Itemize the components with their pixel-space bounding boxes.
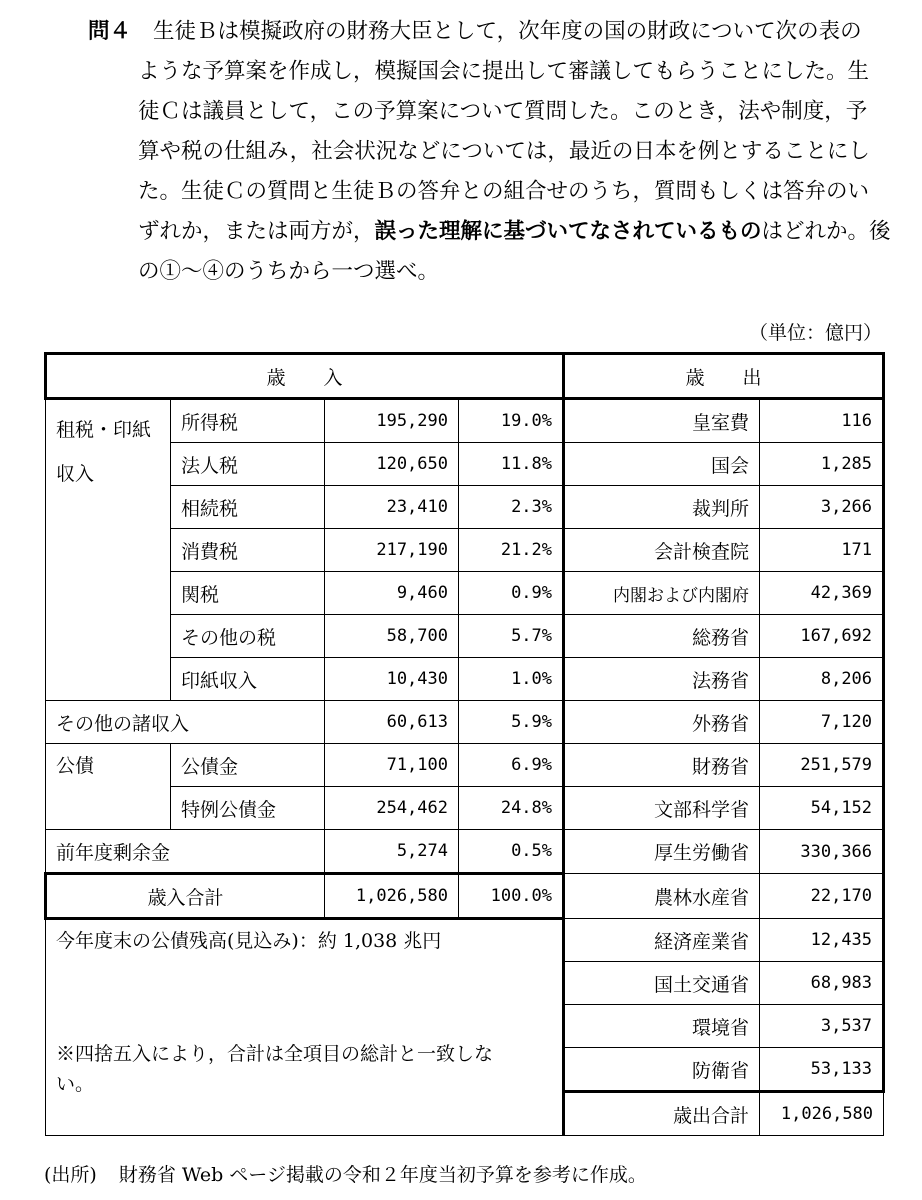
revenue-item-pct: 5.9% bbox=[459, 701, 564, 744]
expenditure-header: 歳 出 bbox=[564, 354, 884, 399]
expenditure-item-amount: 116 bbox=[760, 399, 884, 443]
expenditure-item-name: 皇室費 bbox=[564, 399, 760, 443]
expenditure-item-name: 外務省 bbox=[564, 701, 760, 744]
expenditure-item-amount: 3,266 bbox=[760, 486, 884, 529]
source-note bbox=[44, 1160, 647, 1187]
rounding-note: ※四捨五入により，合計は全項目の総計と一致しない。 bbox=[56, 1043, 494, 1095]
question-line: ずれか，または両方が， bbox=[138, 219, 375, 244]
revenue-item-amount: 195,290 bbox=[325, 399, 459, 443]
revenue-item-amount: 23,410 bbox=[325, 486, 459, 529]
expenditure-item-name: 経済産業省 bbox=[564, 919, 760, 962]
revenue-item-name: 法人税 bbox=[171, 443, 325, 486]
question-line: 生徒Ｂは模擬政府の財務大臣として，次年度の国の財政について次の表の bbox=[153, 19, 862, 44]
expenditure-item-name: 国会 bbox=[564, 443, 760, 486]
revenue-item-pct: 1.0% bbox=[459, 658, 564, 701]
debt-balance: 今年度末の公債残高(見込み)：約 1,038 兆円 bbox=[56, 930, 442, 952]
expenditure-item-amount: 330,366 bbox=[760, 830, 884, 874]
expenditure-item-amount: 167,692 bbox=[760, 615, 884, 658]
revenue-header: 歳 入 bbox=[46, 354, 564, 399]
expenditure-total-label: 歳出合計 bbox=[564, 1092, 760, 1136]
expenditure-item-name: 法務省 bbox=[564, 658, 760, 701]
revenue-item-name: 消費税 bbox=[171, 529, 325, 572]
expenditure-item-name: 総務省 bbox=[564, 615, 760, 658]
revenue-item-name: 公債金 bbox=[171, 744, 325, 787]
revenue-item-amount: 60,613 bbox=[325, 701, 459, 744]
expenditure-item-amount: 22,170 bbox=[760, 874, 884, 919]
question-emphasis: 誤った理解に基づいてなされているもの bbox=[374, 219, 762, 244]
question-line: た。生徒Ｃの質問と生徒Ｂの答弁との組合せのうち，質問もしくは答弁のい bbox=[138, 179, 870, 204]
expenditure-total-amount: 1,026,580 bbox=[760, 1092, 884, 1136]
revenue-item-name: 印紙収入 bbox=[171, 658, 325, 701]
revenue-item-amount: 58,700 bbox=[325, 615, 459, 658]
question-text bbox=[88, 12, 891, 292]
revenue-item-name: 所得税 bbox=[171, 399, 325, 443]
expenditure-item-name: 内閣および内閣府 bbox=[564, 572, 760, 615]
revenue-item-amount: 5,274 bbox=[325, 830, 459, 874]
question-line: はどれか。後 bbox=[761, 219, 891, 244]
expenditure-item-name: 厚生労働省 bbox=[564, 830, 760, 874]
revenue-item-pct: 2.3% bbox=[459, 486, 564, 529]
expenditure-item-amount: 12,435 bbox=[760, 919, 884, 962]
revenue-item-pct: 0.9% bbox=[459, 572, 564, 615]
expenditure-item-name: 国土交通省 bbox=[564, 962, 760, 1005]
revenue-item-name: その他の税 bbox=[171, 615, 325, 658]
expenditure-item-amount: 68,983 bbox=[760, 962, 884, 1005]
budget-table bbox=[44, 352, 885, 1136]
expenditure-item-name: 防衛省 bbox=[564, 1048, 760, 1092]
expenditure-item-amount: 3,537 bbox=[760, 1005, 884, 1048]
revenue-total-label: 歳入合計 bbox=[46, 874, 325, 919]
revenue-item-pct: 6.9% bbox=[459, 744, 564, 787]
revenue-item-amount: 71,100 bbox=[325, 744, 459, 787]
tax-category-label: 租税・印紙収入 bbox=[46, 399, 171, 701]
revenue-total-amount: 1,026,580 bbox=[325, 874, 459, 919]
revenue-item-name: その他の諸収入 bbox=[46, 701, 325, 744]
unit-label: （単位：億円） bbox=[748, 322, 882, 344]
revenue-item-pct: 19.0% bbox=[459, 399, 564, 443]
bond-category-label: 公債 bbox=[46, 744, 171, 830]
revenue-item-amount: 217,190 bbox=[325, 529, 459, 572]
source-label: (出所) bbox=[44, 1164, 97, 1186]
question-line: の①～④のうちから一つ選べ。 bbox=[138, 259, 440, 284]
question-line: 徒Ｃは議員として，この予算案について質問した。このとき，法や制度，予 bbox=[138, 99, 868, 124]
revenue-item-amount: 10,430 bbox=[325, 658, 459, 701]
expenditure-item-amount: 7,120 bbox=[760, 701, 884, 744]
memo-area bbox=[46, 919, 564, 1136]
expenditure-item-amount: 54,152 bbox=[760, 787, 884, 830]
revenue-item-pct: 21.2% bbox=[459, 529, 564, 572]
revenue-item-pct: 24.8% bbox=[459, 787, 564, 830]
revenue-item-name: 関税 bbox=[171, 572, 325, 615]
expenditure-item-amount: 42,369 bbox=[760, 572, 884, 615]
revenue-item-name: 特例公債金 bbox=[171, 787, 325, 830]
expenditure-item-amount: 8,206 bbox=[760, 658, 884, 701]
expenditure-item-name: 環境省 bbox=[564, 1005, 760, 1048]
revenue-total-pct: 100.0% bbox=[459, 874, 564, 919]
question-number: 問４ bbox=[88, 19, 132, 44]
expenditure-item-name: 財務省 bbox=[564, 744, 760, 787]
expenditure-item-amount: 171 bbox=[760, 529, 884, 572]
revenue-item-amount: 9,460 bbox=[325, 572, 459, 615]
question-line: ような予算案を作成し，模擬国会に提出して審議してもらうことにした。生 bbox=[138, 59, 870, 84]
revenue-item-amount: 120,650 bbox=[325, 443, 459, 486]
revenue-item-pct: 11.8% bbox=[459, 443, 564, 486]
expenditure-item-amount: 251,579 bbox=[760, 744, 884, 787]
expenditure-item-name: 会計検査院 bbox=[564, 529, 760, 572]
revenue-item-name: 相続税 bbox=[171, 486, 325, 529]
revenue-item-amount: 254,462 bbox=[325, 787, 459, 830]
source-text: 財務省 Web ページ掲載の令和２年度当初予算を参考に作成。 bbox=[118, 1164, 647, 1186]
expenditure-item-amount: 53,133 bbox=[760, 1048, 884, 1092]
question-line: 算や税の仕組み，社会状況などについては，最近の日本を例とすることにし bbox=[138, 139, 870, 164]
expenditure-item-name: 裁判所 bbox=[564, 486, 760, 529]
expenditure-item-amount: 1,285 bbox=[760, 443, 884, 486]
expenditure-item-name: 農林水産省 bbox=[564, 874, 760, 919]
revenue-item-pct: 0.5% bbox=[459, 830, 564, 874]
revenue-item-pct: 5.7% bbox=[459, 615, 564, 658]
expenditure-item-name: 文部科学省 bbox=[564, 787, 760, 830]
revenue-item-name: 前年度剰余金 bbox=[46, 830, 325, 874]
